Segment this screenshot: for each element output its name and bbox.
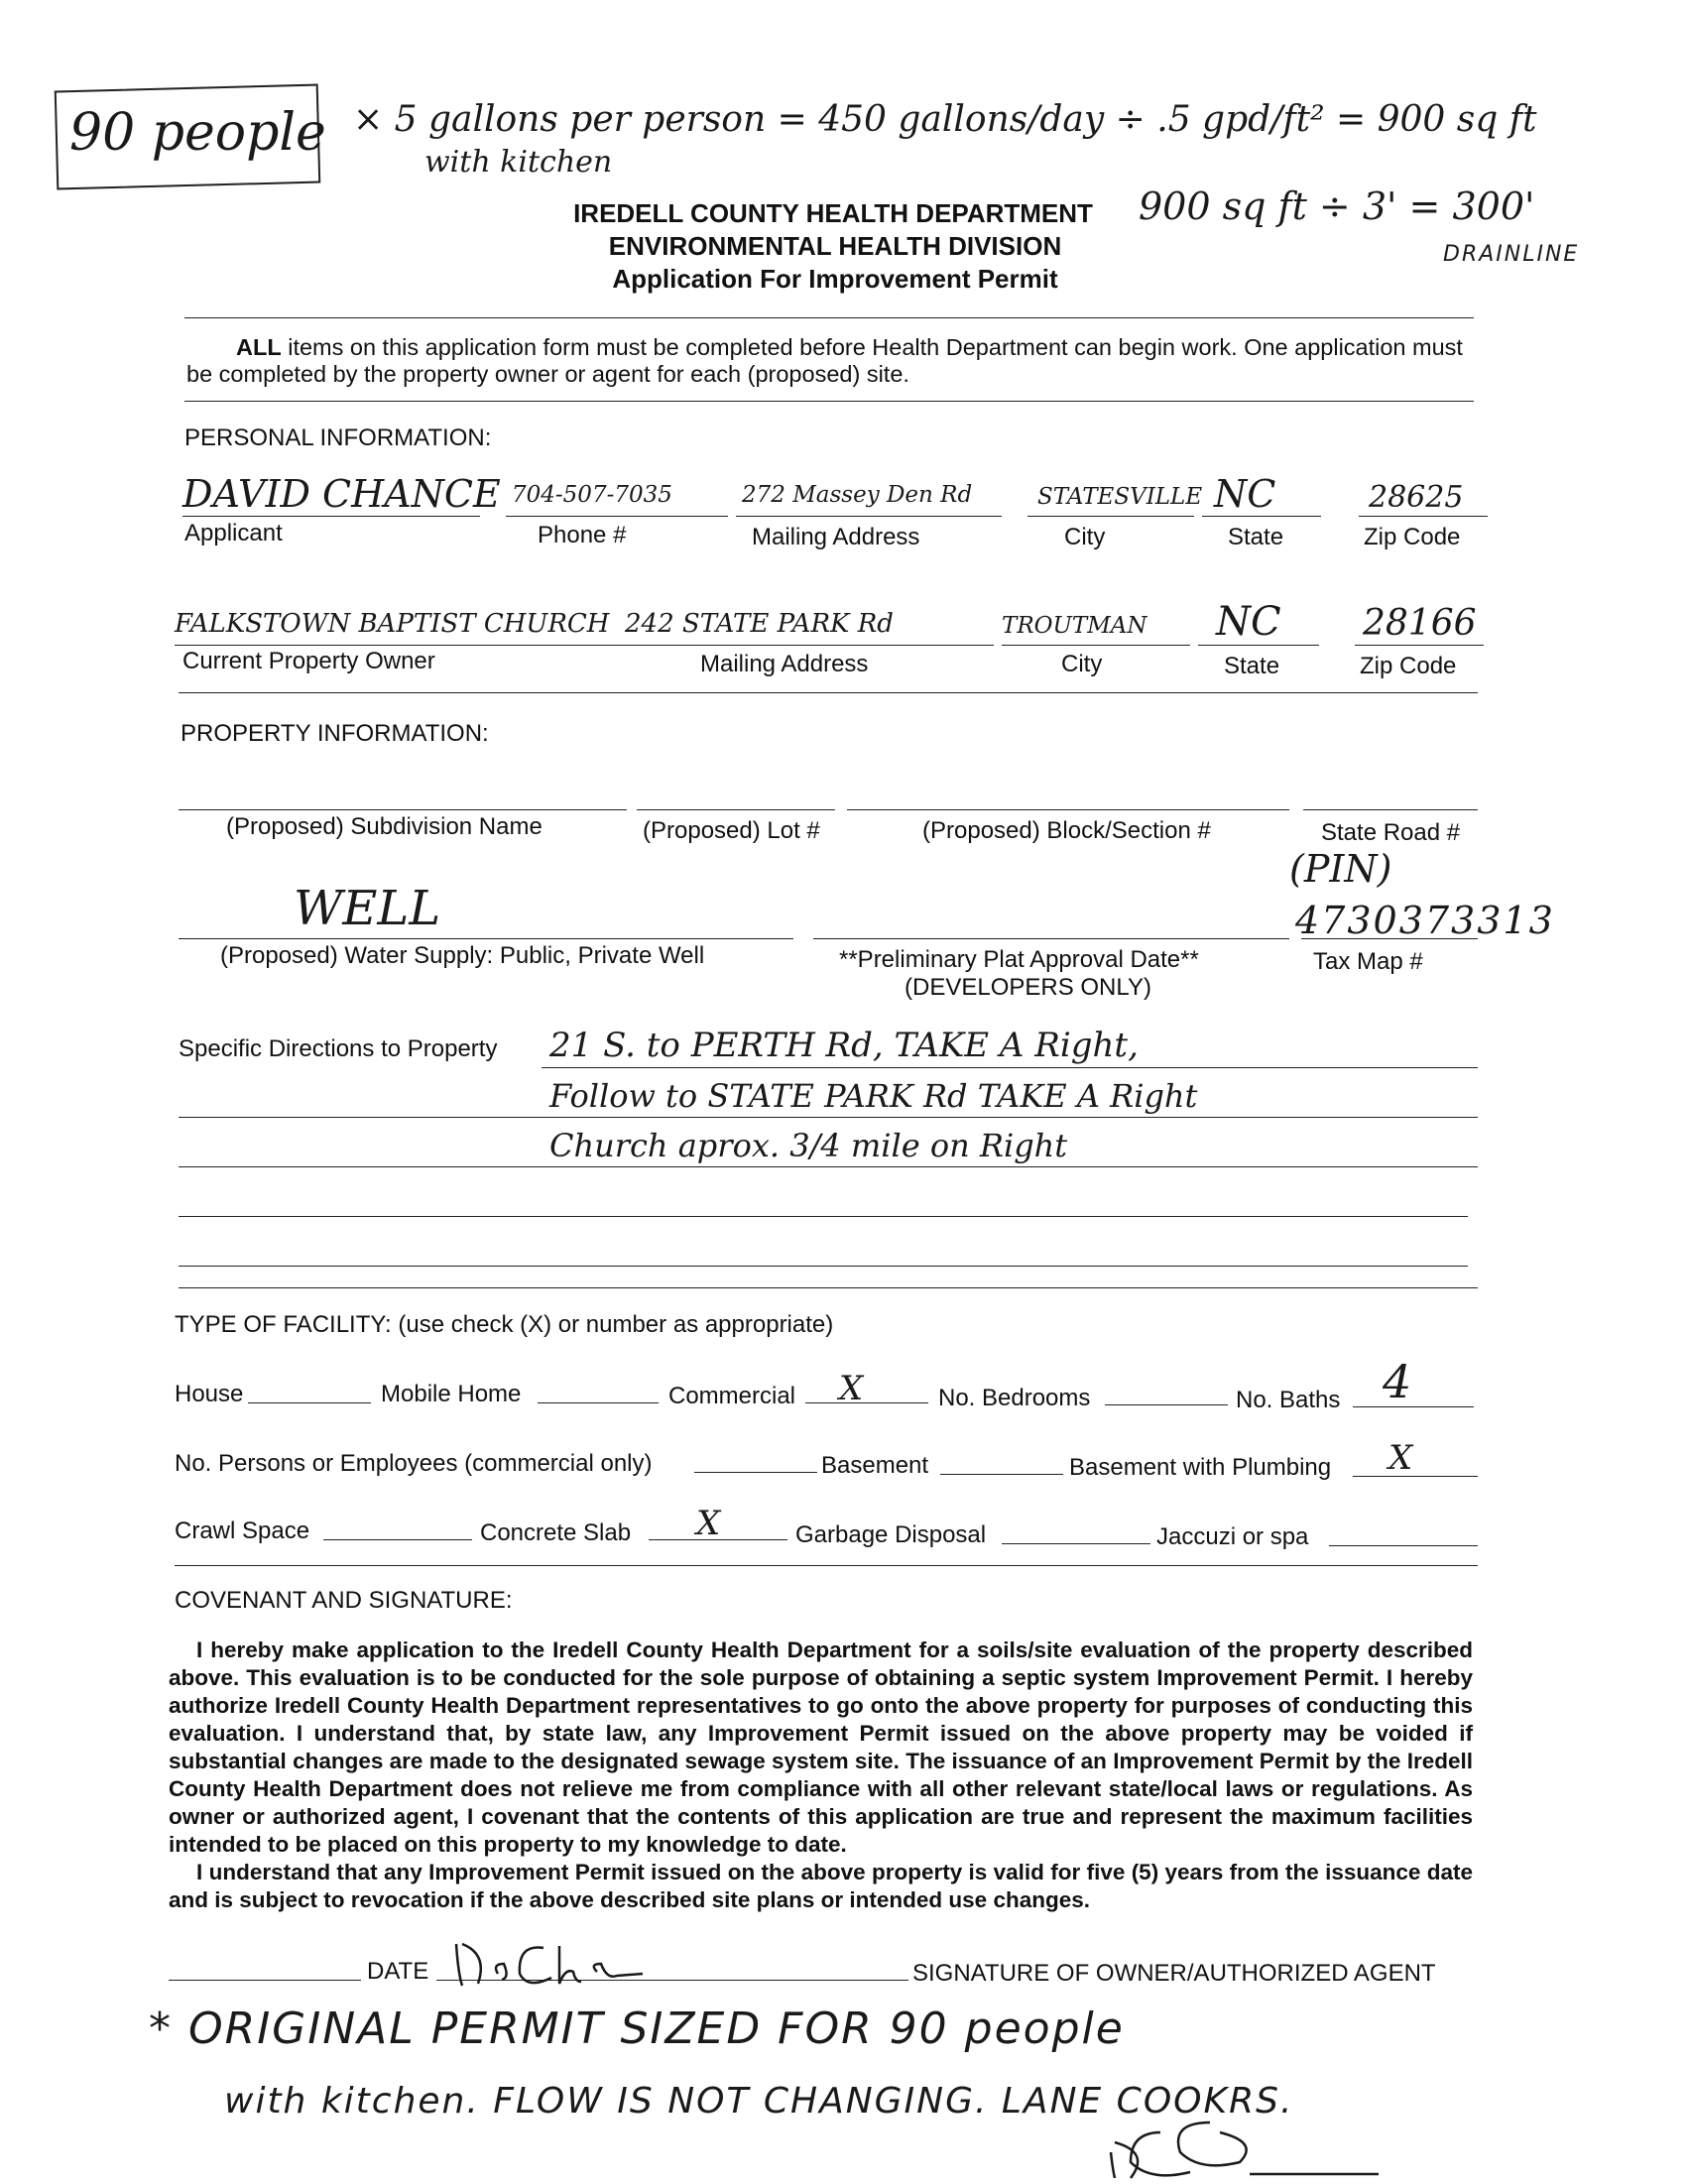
basement-line [940, 1474, 1063, 1475]
owner-line [175, 645, 994, 646]
tax-line [1301, 938, 1478, 939]
footer-note-line1: * ORIGINAL PERMIT SIZED FOR 90 people [149, 2003, 1125, 2054]
directions-label: Specific Directions to Property [179, 1035, 498, 1062]
baths-value: 4 [1383, 1355, 1412, 1408]
owner-zip-label: Zip Code [1360, 653, 1457, 679]
covenant-para-2: I understand that any Improvement Permit issued on the above property is valid for five (5) years from the issuance date and is subject to revocation if the above described site plans or intended use changes. [169, 1860, 1473, 1912]
persons-line [694, 1472, 817, 1473]
pin-note: (PIN) [1289, 847, 1392, 891]
mobile-line [538, 1402, 659, 1403]
commercial-mark: X [839, 1369, 864, 1408]
directions-rule-4 [179, 1216, 1468, 1217]
footer-initials [1091, 2103, 1388, 2184]
mailing-label: Mailing Address [752, 524, 920, 550]
road-label: State Road # [1321, 819, 1461, 846]
tax-value: 4730373313 [1295, 899, 1555, 942]
bedrooms-label: No. Bedrooms [938, 1385, 1091, 1411]
block-label: (Proposed) Block/Section # [922, 817, 1211, 844]
calc-line1: × 5 gallons per person = 450 gallons/day ÷ .5 gpd/ft² = 900 sq ft [353, 99, 1537, 140]
house-label: House [175, 1381, 244, 1407]
owner-city-value: TROUTMAN [1002, 613, 1147, 639]
road-line [1303, 809, 1478, 810]
plat-line [813, 938, 1289, 939]
owner-state-line [1198, 645, 1319, 646]
basement-plumbing-line [1353, 1476, 1478, 1477]
owner-city-label: City [1061, 651, 1103, 677]
city-line [1027, 516, 1194, 517]
zip-label: Zip Code [1364, 524, 1461, 550]
date-label: DATE [367, 1958, 429, 1985]
lot-line [637, 809, 835, 810]
covenant-heading: COVENANT AND SIGNATURE: [175, 1587, 513, 1614]
directions-line-3: Church aprox. 3/4 mile on Right [549, 1127, 1068, 1164]
facility-bottom-rule [175, 1565, 1478, 1566]
directions-rule-1 [542, 1067, 1478, 1068]
subdivision-line [179, 809, 627, 810]
personal-section-label: PERSONAL INFORMATION: [184, 425, 492, 451]
initials-graphic [1091, 2103, 1388, 2179]
owner-zip-value: 28166 [1363, 603, 1477, 644]
crawl-line [323, 1539, 472, 1540]
slab-label: Concrete Slab [480, 1519, 632, 1546]
subdivision-label: (Proposed) Subdivision Name [226, 813, 543, 840]
mailing-line [736, 516, 1002, 517]
instructions-lead: ALL [236, 334, 282, 360]
directions-rule-3 [179, 1166, 1478, 1167]
mailing-value: 272 Massey Den Rd [742, 482, 973, 508]
state-line [1202, 516, 1321, 517]
calc-line1b: with kitchen [424, 145, 613, 180]
directions-line-1: 21 S. to PERTH Rd, TAKE A Right, [549, 1026, 1139, 1065]
mobile-label: Mobile Home [381, 1381, 522, 1407]
owner-mailing-label: Mailing Address [700, 651, 869, 677]
instructions-text: items on this application form must be completed before Health Department can begin work. One application must be completed by the property owner or agent for each (proposed) site. [186, 334, 1463, 387]
date-line-left [169, 1980, 361, 1981]
applicant-value: DAVID CHANCE [182, 472, 501, 516]
header-rule [184, 317, 1474, 318]
header-title-3: Application For Improvement Permit [612, 264, 1058, 294]
phone-value: 704-507-7035 [512, 482, 672, 508]
state-label: State [1228, 524, 1284, 550]
crawl-label: Crawl Space [175, 1517, 310, 1544]
covenant-para-1: I hereby make application to the Iredell County Health Department for a soils/site evaluation of the property described above. This evaluation is to be conducted for the sole purpose of obtaining a septic system Improvement Permit. I hereby authorize Iredell County Health Department representatives to go onto the above property for purposes of conducting this evaluation. I understand that, by state law, any Improvement Permit issued on the above property may be voided if substantial changes are made to the designated sewage system site. The issuance of an Improvement Permit by the Iredell County Health Department does not relieve me from compliance with all other relevant state/local laws or regulations. As owner or authorized agent, I covenant that the contents of this application are true and represent the maximum facilities intended to be placed on this property to my knowledge to date. [169, 1638, 1473, 1857]
block-line [847, 809, 1289, 810]
jacuzzi-label: Jaccuzi or spa [1156, 1523, 1309, 1550]
house-line [248, 1402, 371, 1403]
zip-value: 28625 [1369, 480, 1464, 515]
signature-graphic [448, 1934, 686, 1994]
personal-bottom-rule [179, 692, 1478, 693]
directions-rule-5 [179, 1266, 1468, 1267]
plat-sublabel: (DEVELOPERS ONLY) [905, 974, 1151, 1001]
phone-label: Phone # [538, 522, 627, 548]
calc-line2: 900 sq ft ÷ 3' = 300' [1139, 184, 1535, 228]
instructions-rule [184, 401, 1474, 402]
commercial-line [805, 1402, 928, 1403]
owner-mailing-value: 242 STATE PARK Rd [625, 609, 894, 639]
phone-line [506, 516, 728, 517]
header-title-1: IREDELL COUNTY HEALTH DEPARTMENT [573, 198, 1093, 228]
basement-plumbing-mark: X [1388, 1438, 1413, 1478]
bedrooms-line [1105, 1404, 1228, 1405]
persons-label: No. Persons or Employees (commercial only) [175, 1450, 653, 1477]
owner-label: Current Property Owner [182, 648, 435, 674]
signature-label: SIGNATURE OF OWNER/AUTHORIZED AGENT [912, 1960, 1436, 1987]
water-label: (Proposed) Water Supply: Public, Private Well [220, 942, 705, 969]
lot-label: (Proposed) Lot # [643, 817, 820, 844]
owner-value: FALKSTOWN BAPTIST CHURCH [175, 609, 610, 639]
property-section-label: PROPERTY INFORMATION: [181, 720, 489, 747]
covenant-text [169, 1637, 1473, 1914]
water-value: WELL [294, 881, 441, 936]
water-line [179, 938, 793, 939]
calc-line3: DRAINLINE [1443, 242, 1580, 267]
zip-line [1359, 516, 1488, 517]
city-label: City [1064, 524, 1106, 550]
footer-note-line2: with kitchen. FLOW IS NOT CHANGING. LANE COOKRS. [224, 2081, 1294, 2122]
applicant-line [182, 516, 480, 517]
header-title-2: ENVIRONMENTAL HEALTH DIVISION [608, 231, 1062, 261]
baths-line [1353, 1406, 1474, 1407]
slab-mark: X [696, 1504, 721, 1543]
baths-label: No. Baths [1236, 1387, 1341, 1413]
garbage-line [1002, 1543, 1150, 1544]
plat-label: **Preliminary Plat Approval Date** [839, 946, 1199, 973]
jacuzzi-line [1329, 1545, 1478, 1546]
owner-zip-line [1355, 645, 1484, 646]
applicant-label: Applicant [184, 520, 283, 546]
people-box-text: 90 people [69, 103, 326, 163]
state-value: NC [1214, 472, 1276, 516]
instructions [186, 334, 1476, 388]
owner-city-line [1002, 645, 1190, 646]
basement-label: Basement [821, 1452, 929, 1479]
owner-state-label: State [1224, 653, 1280, 679]
signature-scrawl [448, 1934, 686, 2004]
commercial-label: Commercial [668, 1383, 796, 1409]
owner-state-value: NC [1216, 599, 1281, 645]
garbage-label: Garbage Disposal [795, 1521, 987, 1548]
directions-rule-2 [179, 1117, 1478, 1118]
city-value: STATESVILLE [1037, 484, 1203, 510]
facility-heading: TYPE OF FACILITY: (use check (X) or number as appropriate) [175, 1311, 834, 1338]
tax-label: Tax Map # [1313, 948, 1423, 975]
directions-rule-6 [179, 1287, 1478, 1288]
basement-plumbing-label: Basement with Plumbing [1069, 1454, 1332, 1481]
directions-line-2: Follow to STATE PARK Rd TAKE A Right [549, 1077, 1198, 1115]
